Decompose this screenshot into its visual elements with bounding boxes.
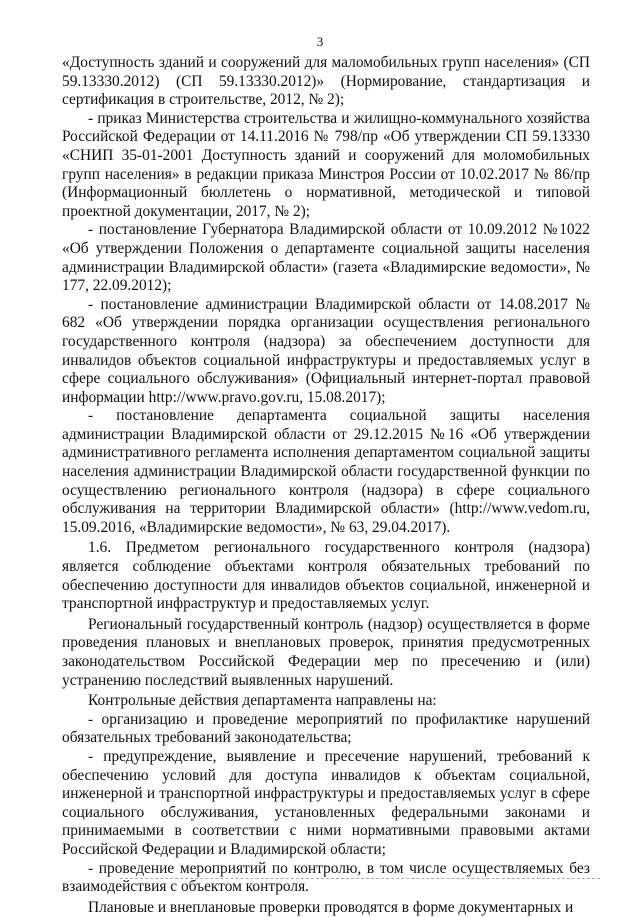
- list-item-control-measures: - проведение мероприятий по контролю, в том числе осуществляемых без взаимодействия с объектом контроля.: [62, 859, 590, 896]
- paragraph-department-resolution: - постановление департамента социальной защиты населения администрации Владимирской области от 29.12.2015 №16 «Об утверждении административного регламента исполнения департаментом социальной защиты населения администрации Владимирской области государственной функции по осуществлению регионального контроля (надзора) в сфере социального обслуживания на территории Владимирской области» (http://www.vedom.ru, 15.09.2016, «Владимирские ведомости», № 63, 29.04.2017).: [62, 407, 590, 536]
- paragraph-inspections: Плановые и внеплановые проверки проводятся в форме документарных и: [88, 898, 574, 916]
- document-body: [62, 54, 590, 917]
- page-number: 3: [316, 34, 324, 49]
- paragraph-minstroy-order: - приказ Министерства строительства и жилищно-коммунального хозяйства Российской Федерации от 14.11.2016 № 798/пр «Об утверждении СП 59.13330 «СНИП 35-01-2001 Доступность зданий и сооружений для моломобильных групп населения» в редакции приказа Минстроя России от 10.02.2017 № 86/пр (Информационный бюллетень о нормативной, методической и типовой проектной документации, 2017, № 2);: [62, 109, 590, 220]
- list-item-suppression: - предупреждение, выявление и пресечение нарушений, требований к обеспечению условий для доступа инвалидов к объектам социальной, инженерной и транспортной инфраструктуры и предоставляемых услуг в сфере социального обслуживания, установленных федеральными законами и принимаемыми в соответствии с ними нормативными правовыми актами Российской Федерации и Владимирской области;: [62, 747, 590, 858]
- paragraph-control-form: Региональный государственный контроль (надзор) осуществляется в форме проведения плановых и внеплановых проверок, принятия предусмотренных законодательством Российской Федерации мер по пресечению и (или) устранению последствий выявленных нарушений.: [62, 615, 590, 689]
- paragraph-subject-of-control: 1.6. Предметом регионального государственного контроля (надзора) является соблюдение объектами контроля обязательных требований по обеспечению доступности для инвалидов объектов социальной, инженерной и транспортной инфраструктур и предоставляемых услуг.: [62, 539, 590, 613]
- paragraph-governor-resolution: - постановление Губернатора Владимирской области от 10.09.2012 №1022 «Об утверждении Положения о департаменте социальной защиты населения администрации Владимирской области» (газета «Владимирские ведомости», № 177, 22.09.2012);: [62, 221, 590, 295]
- list-item-prevention: - организацию и проведение мероприятий по профилактике нарушений обязательных требований законодательства;: [62, 710, 590, 747]
- scan-footer-line: [120, 878, 600, 879]
- paragraph-administration-resolution: - постановление администрации Владимирской области от 14.08.2017 № 682 «Об утверждении порядка организации осуществления регионального государственного контроля (надзора) за обеспечением доступности для инвалидов объектов социальной инфраструктуры и предоставляемых услуг в сфере социального обслуживания» (Официальный интернет-портал правовой информации http://www.pravo.gov.ru, 15.08.2017);: [62, 295, 590, 406]
- paragraph-control-actions-intro: Контрольные действия департамента направлены на:: [88, 692, 437, 710]
- paragraph-sp-reference: «Доступность зданий и сооружений для маломобильных групп населения» (СП 59.13330.2012) (СП 59.13330.2012)» (Нормирование, стандартизация и сертификация в строительстве, 2012, № 2);: [62, 54, 590, 109]
